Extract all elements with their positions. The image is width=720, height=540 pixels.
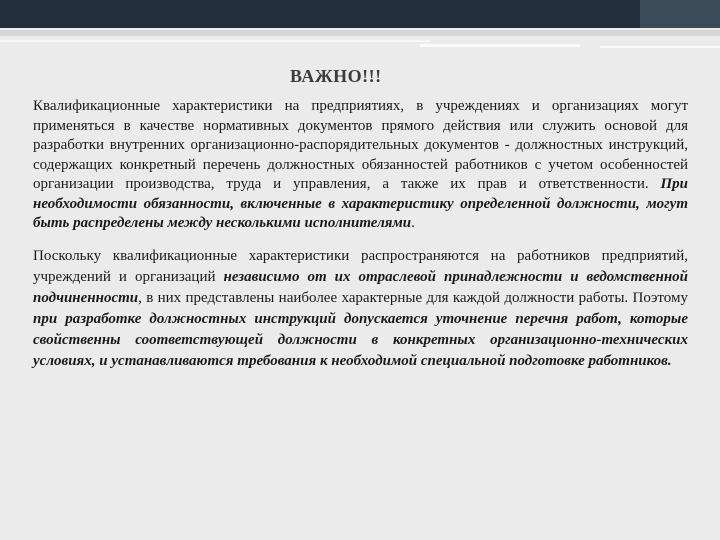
decorative-rule-tip bbox=[600, 46, 720, 48]
paragraph-text: , в них представлены наиболее характерные для каждой должности работы. Поэтому bbox=[138, 289, 688, 306]
paragraph-scope bbox=[33, 246, 688, 372]
slide-body bbox=[33, 97, 688, 372]
paragraph-qualification-usage bbox=[33, 97, 688, 234]
slide-title: ВАЖНО!!! bbox=[290, 66, 382, 86]
decorative-rule-right bbox=[420, 44, 580, 47]
decorative-rule-left bbox=[0, 40, 430, 42]
top-header-band bbox=[0, 0, 720, 28]
emphasized-text: независимо от их отраслевой принадлежности и ведомственной подчиненности bbox=[33, 268, 688, 306]
paragraph-text: Поскольку квалификационные характеристики распространяются на работников предприятий, учреждений и организаций bbox=[33, 247, 688, 285]
header-accent-block bbox=[640, 0, 720, 28]
emphasized-text: При необходимости обязанности, включенные в характеристику определенной должности, могут быть распределены между несколькими исполнителями bbox=[33, 176, 688, 231]
paragraph-text: Квалификационные характеристики на предприятиях, в учреждениях и организациях могут применяться в качестве нормативных документов прямого действия или служить основой для разработки внутренних организационно-распорядительных документов - должностных инструкций, содержащих конкретный перечень должностных обязанностей работников с учетом особенностей организации производства, труда и управления, а также их прав и ответственности. bbox=[33, 98, 688, 192]
paragraph-text: . bbox=[411, 215, 415, 231]
header-divider-band bbox=[0, 30, 720, 36]
emphasized-text: при разработке должностных инструкций допускается уточнение перечня работ, которые свойственны соответствующей должности в конкретных организационно-технических условиях, и устанавливаются требования к необходимой специальной подготовке работников. bbox=[33, 310, 688, 369]
